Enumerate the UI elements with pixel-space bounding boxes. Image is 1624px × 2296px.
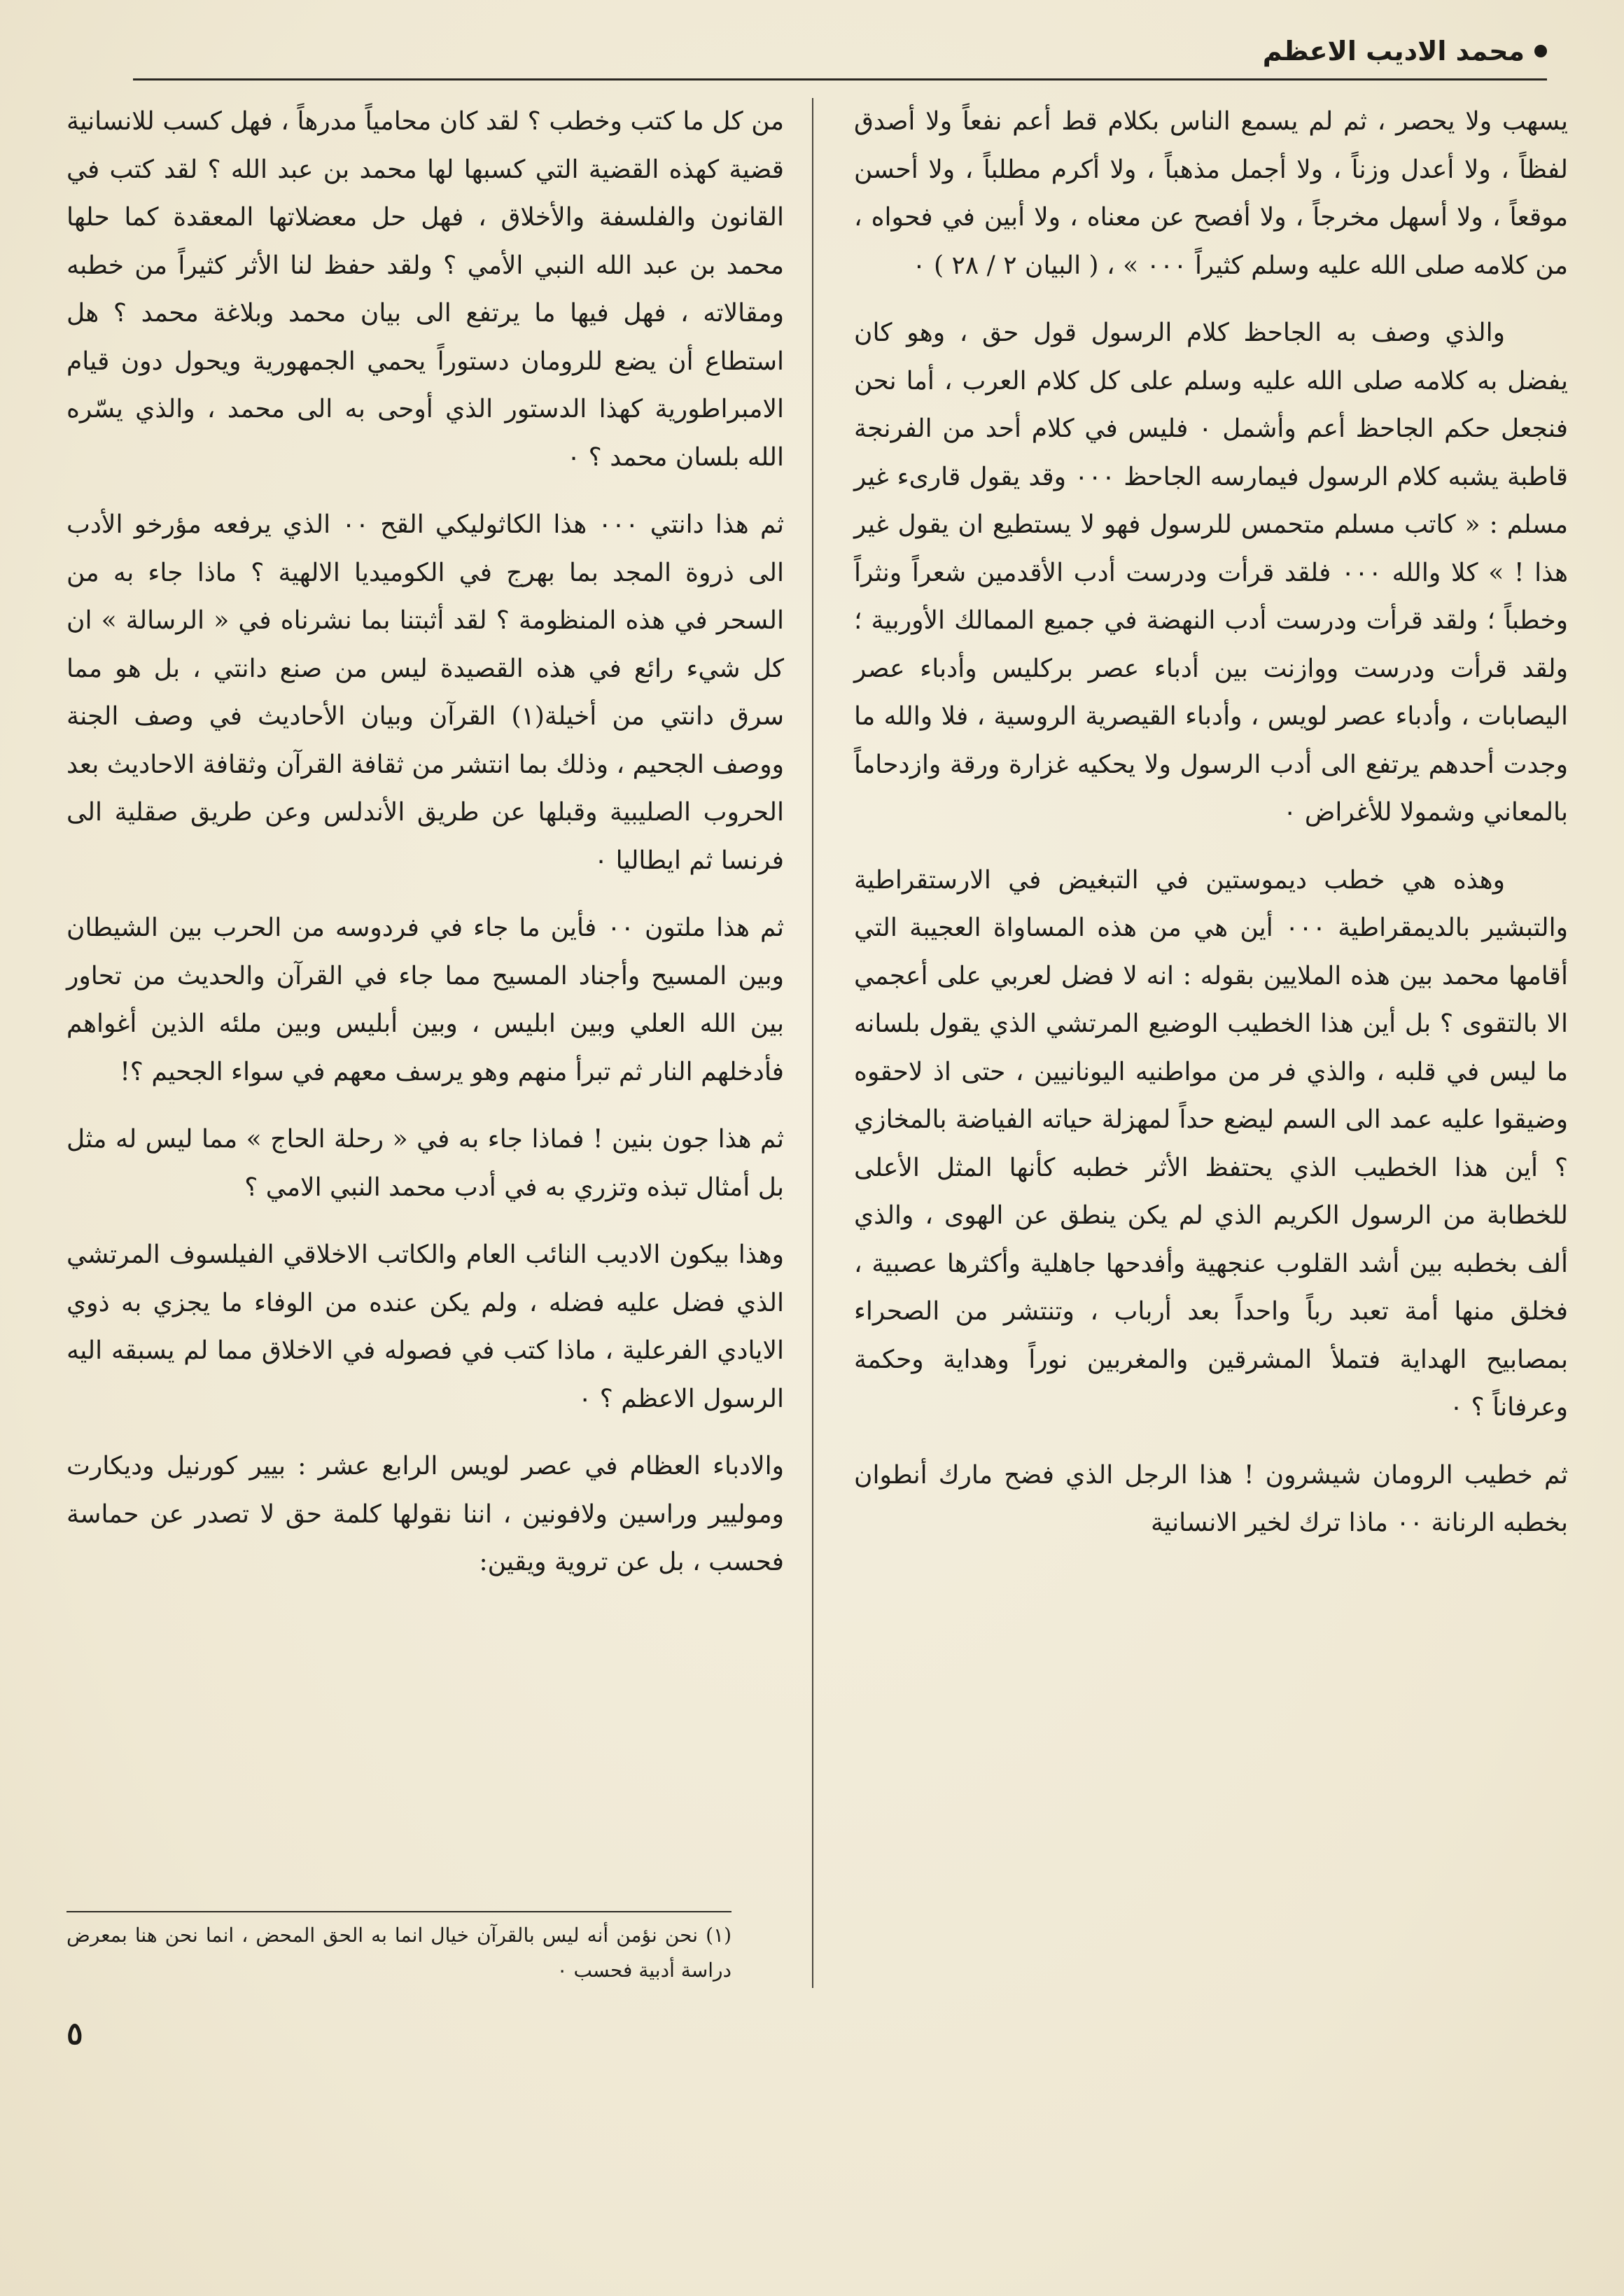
paragraph: ثم خطيب الرومان شيشرون ! هذا الرجل الذي فضح مارك أنطوان بخطبه الرنانة ٠٠ ماذا ترك لخير الانسانية — [854, 1460, 1568, 1537]
paragraph: والذي وصف به الجاحظ كلام الرسول قول حق ، وهو كان يفضل به كلامه صلى الله عليه وسلم على كل كلام العرب ، أما نحن فنجعل حكم الجاحظ أعم وأشمل ٠ فليس في كلام أحد من الفرنجة قاطبة يشبه كلام الرسول فيمارسه الجاحظ ٠٠٠ وقد يقول قارىء غير مسلم : « كاتب مسلم متحمس للرسول فهو لا يستطيع ان يقول غير هذا ! » كلا والله ٠٠٠ فلقد قرأت ودرست أدب الأقدمين شعراً ونثراً وخطباً ؛ ولقد قرأت ودرست أدب النهضة في جميع الممالك الأوربية ؛ ولقد قرأت ودرست ووازنت بين أدباء عصر بركليس وأدباء عصر اليصابات ، وأدباء عصر لويس ، وأدباء القيصرية الروسية ، فلا والله ما وجدت أحدهم يرتفع الى أدب الرسول ولا يحكيه غزارة ورقة وازدحاماً بالمعاني وشمولا للأغراض ٠ — [854, 318, 1569, 827]
running-title-text: محمد الاديب الاعظم — [1262, 36, 1525, 66]
paragraph: ثم هذا دانتي ٠٠٠ هذا الكاثوليكي القح ٠٠ الذي يرفعه مؤرخو الأدب الى ذروة المجد بما بهرج في الكوميديا الالهية ؟ ماذا جاء به من السحر في هذه المنظومة ؟ لقد أثبتنا بما نشرناه في « الرسالة » ان كل شيء رائع في هذه القصيدة ليس من صنع دانتي ، بل هو مما سرق دانتي من أخيلة(١) القرآن وبيان الأحاديث في وصف الجنة ووصف الجحيم ، وذلك بما انتشر من ثقافة القرآن وثقافة الاحاديث بعد الحروب الصليبية وقبلها عن طريق الأندلس وعن طريق صقلية الى فرنسا ثم ايطاليا ٠ — [66, 510, 785, 875]
page-number: ٥ — [66, 2016, 83, 2052]
left-column — [66, 98, 784, 1606]
paragraph: ثم هذا جون بنين ! فماذا جاء به في « رحلة الحاج » مما ليس له مثل بل أمثال تبذه وتزري به في أدب محمد النبي الامي ؟ — [66, 1125, 784, 1202]
header-rule — [133, 78, 1547, 80]
running-title — [1263, 34, 1547, 69]
paragraph: من كل ما كتب وخطب ؟ لقد كان محامياً مدرهاً ، فهل كسب للانسانية قضية كهذه القضية التي كسبها لها محمد بن عبد الله ؟ لقد كتب في القانون والفلسفة والأخلاق ، فهل حل معضلاتها المعقدة كما حلها محمد بن عبد الله النبي الأمي ؟ ولقد حفظ لنا الأثر كثيراً من خطبه ومقالاته ، فهل فيها ما يرتفع الى بيان محمد وبلاغة محمد ؟ هل استطاع أن يضع للرومان دستوراً يحمي الجمهورية ويحول دون قيام الامبراطورية كهذا الدستور الذي أوحى به الى محمد ، والذي يسّره الله بلسان محمد ؟ ٠ — [66, 107, 784, 472]
paragraph: يسهب ولا يحصر ، ثم لم يسمع الناس بكلام قط أعم نفعاً ولا أصدق لفظاً ، ولا أعدل وزناً ، ولا أجمل مذهباً ، ولا أكرم مطلباً ، ولا أحسن موقعاً ، ولا أسهل مخرجاً ، ولا أفصح عن معناه ، ولا أبين في فحواه ، من كلامه صلى الله عليه وسلم كثيراً ٠٠٠ » ، ( البيان ٢ / ٢٨ ) ٠ — [854, 107, 1568, 280]
paragraph: وهذا بيكون الاديب النائب العام والكاتب الاخلاقي الفيلسوف المرتشي الذي فضل عليه فضله ، ولم يكن عنده من الوفاء ما يجزي به ذوي الايادي الفرعلية ، ماذا كتب في فصوله في الاخلاق مما لم يسبقه اليه الرسول الاعظم ؟ ٠ — [66, 1240, 784, 1413]
right-column — [854, 98, 1568, 1567]
footnote: (١) نحن نؤمن أنه ليس بالقرآن خيال انما به الحق المحض ، انما نحن هنا بمعرض دراسة أدبية فحسب ٠ — [66, 1924, 732, 1982]
footnote-rule — [66, 1911, 732, 1912]
column-divider — [812, 98, 813, 1988]
page-header — [133, 21, 1547, 80]
paragraph: والادباء العظام في عصر لويس الرابع عشر : بيير كورنيل وديكارت وموليير وراسين ولافونين ، اننا نقولها كلمة حق لا تصدر عن حماسة فحسب ، بل عن تروية ويقين: — [66, 1452, 784, 1576]
bullet-icon — [1534, 45, 1547, 57]
paragraph: ثم هذا ملتون ٠٠ فأين ما جاء في فردوسه من الحرب بين الشيطان وبين المسيح وأجناد المسيح مما جاء في القرآن والحديث من تحاور بين الله العلي وبين ابليس ، وبين أبليس وبين ملئه الذين أغواهم فأدخلهم النار ثم تبرأ منهم وهو يرسف معهم في سواء الجحيم ؟! — [66, 913, 784, 1086]
paragraph: وهذه هي خطب ديموستين في التبغيض في الارستقراطية والتبشير بالديمقراطية ٠٠٠ أين هي من هذه المساواة العجيبة التي أقامها محمد بين هذه الملايين بقوله : انه لا فضل لعربي على أعجمي الا بالتقوى ؟ بل أين هذا الخطيب الوضيع المرتشي الذي يقول بلسانه ما ليس في قلبه ، والذي فر من مواطنيه اليونانيين ، حتى اذ لاحقوه وضيقوا عليه عمد الى السم ليضع حداً لمهزلة حياته الفياضة بالمخازي ؟ أين هذا الخطيب الذي يحتفظ الأثر خطبه كأنها المثل الأعلى للخطابة من الرسول الكريم الذي لم يكن ينطق عن الهوى ، والذي ألف بخطبه بين أشد القلوب عنجهية وأفدحها جاهلية وأكثرها عصبية ، فخلق منها أمة تعبد رباً واحداً بعد أرباب ، وتنتشر من الصحراء بمصابيح الهداية فتملأ المشرقين والمغربين نوراً وهداية وحكمة وعرفاناً ؟ ٠ — [854, 865, 1568, 1422]
